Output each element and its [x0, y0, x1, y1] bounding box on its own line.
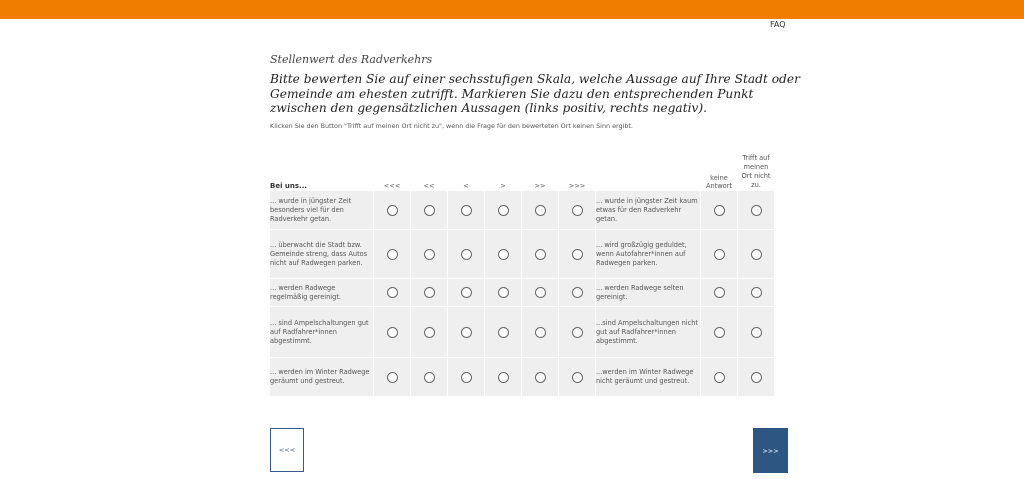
grid-row: [270, 191, 774, 229]
scale-label: >>>: [568, 182, 586, 190]
radio-cell: [559, 307, 595, 357]
radio-cell: [411, 358, 447, 396]
right-statement-header: [596, 145, 700, 190]
radio-cell: [738, 358, 774, 396]
radio-cell: [448, 230, 484, 278]
radio-cell: [522, 230, 558, 278]
no-answer-label: keine Antwort: [706, 174, 732, 190]
question-text: Bitte bewerten Sie auf einer sechsstufigen Skala, welche Aussage auf Ihre Stadt oder Gemeinde am ehesten zutrifft. Markieren Sie dazu den entsprechenden Punkt zwischen den gegensätzlichen Aussagen (links positiv, rechts negativ).: [270, 72, 800, 115]
scale-radio[interactable]: [572, 205, 583, 216]
grid-row: [270, 307, 774, 357]
radio-cell: [701, 279, 737, 306]
radio-cell: [411, 191, 447, 229]
scale-label: >: [500, 182, 506, 190]
radio-cell: [448, 358, 484, 396]
radio-cell: [411, 230, 447, 278]
scale-radio[interactable]: [424, 205, 435, 216]
not-applicable-radio[interactable]: [751, 287, 762, 298]
left-statement: ... werden Radwege regelmäßig gereinigt.: [270, 279, 373, 306]
hint-text: Klicken Sie den Button "Trifft auf meinen Ort nicht zu", wenn die Frage für den bewerteten Ort keinen Sinn ergibt.: [270, 122, 633, 130]
scale-radio[interactable]: [572, 249, 583, 260]
radio-cell: [485, 191, 521, 229]
scale-radio[interactable]: [535, 205, 546, 216]
scale-radio[interactable]: [387, 205, 398, 216]
no-answer-radio[interactable]: [714, 249, 725, 260]
rating-grid: [269, 144, 775, 397]
scale-label: >>: [534, 182, 546, 190]
scale-radio[interactable]: [498, 327, 509, 338]
not-applicable-radio[interactable]: [751, 205, 762, 216]
radio-cell: [522, 358, 558, 396]
scale-radio[interactable]: [498, 287, 509, 298]
top-bar: [0, 0, 1024, 19]
not-applicable-radio[interactable]: [751, 327, 762, 338]
right-statement: ... werden Radwege selten gereinigt.: [596, 279, 700, 306]
radio-cell: [738, 279, 774, 306]
scale-radio[interactable]: [498, 205, 509, 216]
radio-cell: [701, 191, 737, 229]
radio-cell: [559, 230, 595, 278]
scale-radio[interactable]: [572, 287, 583, 298]
right-statement: ...sind Ampelschaltungen nicht gut auf Radfahrer*innen abgestimmt.: [596, 307, 700, 357]
radio-cell: [559, 358, 595, 396]
radio-cell: [701, 358, 737, 396]
right-statement: ... wird großzügig geduldet, wenn Autofahrer*innen auf Radwegen parken.: [596, 230, 700, 278]
scale-radio[interactable]: [387, 287, 398, 298]
grid-row: [270, 230, 774, 278]
radio-cell: [411, 279, 447, 306]
radio-cell: [738, 191, 774, 229]
scale-radio[interactable]: [461, 372, 472, 383]
radio-cell: [738, 230, 774, 278]
not-applicable-label: Trifft auf meinen Ort nicht zu.: [741, 154, 771, 189]
not-applicable-radio[interactable]: [751, 372, 762, 383]
faq-link[interactable]: FAQ: [770, 20, 786, 29]
prev-button[interactable]: <<<: [270, 428, 304, 472]
radio-cell: [448, 191, 484, 229]
scale-label: <<<: [383, 182, 401, 190]
radio-cell: [374, 230, 410, 278]
scale-label: <<: [423, 182, 435, 190]
scale-radio[interactable]: [461, 327, 472, 338]
scale-radio[interactable]: [498, 372, 509, 383]
no-answer-radio[interactable]: [714, 205, 725, 216]
left-statement: ... sind Ampelschaltungen gut auf Radfahrer*innen abgestimmt.: [270, 307, 373, 357]
scale-radio[interactable]: [387, 327, 398, 338]
radio-cell: [522, 307, 558, 357]
scale-radio[interactable]: [424, 327, 435, 338]
radio-cell: [411, 307, 447, 357]
radio-cell: [374, 358, 410, 396]
left-statement: ... werden im Winter Radwege geräumt und gestreut.: [270, 358, 373, 396]
scale-radio[interactable]: [535, 327, 546, 338]
scale-radio[interactable]: [461, 287, 472, 298]
grid-row: [270, 279, 774, 306]
scale-radio[interactable]: [387, 372, 398, 383]
radio-cell: [374, 307, 410, 357]
radio-cell: [485, 230, 521, 278]
no-answer-radio[interactable]: [714, 287, 725, 298]
radio-cell: [559, 191, 595, 229]
no-answer-radio[interactable]: [714, 372, 725, 383]
left-statement: ... wurde in jüngster Zeit besonders viel für den Radverkehr getan.: [270, 191, 373, 229]
radio-cell: [522, 279, 558, 306]
scale-radio[interactable]: [498, 249, 509, 260]
scale-radio[interactable]: [424, 372, 435, 383]
next-button[interactable]: >>>: [753, 428, 788, 473]
scale-radio[interactable]: [424, 249, 435, 260]
radio-cell: [559, 279, 595, 306]
radio-cell: [485, 358, 521, 396]
radio-cell: [738, 307, 774, 357]
scale-radio[interactable]: [535, 372, 546, 383]
scale-radio[interactable]: [461, 205, 472, 216]
scale-label: <: [463, 182, 469, 190]
right-statement: ... wurde in jüngster Zeit kaum etwas für den Radverkehr getan.: [596, 191, 700, 229]
radio-cell: [448, 279, 484, 306]
not-applicable-radio[interactable]: [751, 249, 762, 260]
scale-radio[interactable]: [535, 249, 546, 260]
section-title: Stellenwert des Radverkehrs: [270, 53, 433, 66]
radio-cell: [485, 307, 521, 357]
row-header: Bei uns...: [270, 182, 308, 190]
no-answer-radio[interactable]: [714, 327, 725, 338]
scale-radio[interactable]: [572, 327, 583, 338]
scale-radio[interactable]: [572, 372, 583, 383]
scale-radio[interactable]: [461, 249, 472, 260]
radio-cell: [701, 307, 737, 357]
right-statement: ...werden im Winter Radwege nicht geräumt und gestreut.: [596, 358, 700, 396]
radio-cell: [701, 230, 737, 278]
radio-cell: [374, 191, 410, 229]
scale-radio[interactable]: [424, 287, 435, 298]
radio-cell: [448, 307, 484, 357]
radio-cell: [374, 279, 410, 306]
left-statement: ... überwacht die Stadt bzw. Gemeinde streng, dass Autos nicht auf Radwegen parken.: [270, 230, 373, 278]
radio-cell: [522, 191, 558, 229]
scale-radio[interactable]: [535, 287, 546, 298]
radio-cell: [485, 279, 521, 306]
scale-radio[interactable]: [387, 249, 398, 260]
grid-row: [270, 358, 774, 396]
